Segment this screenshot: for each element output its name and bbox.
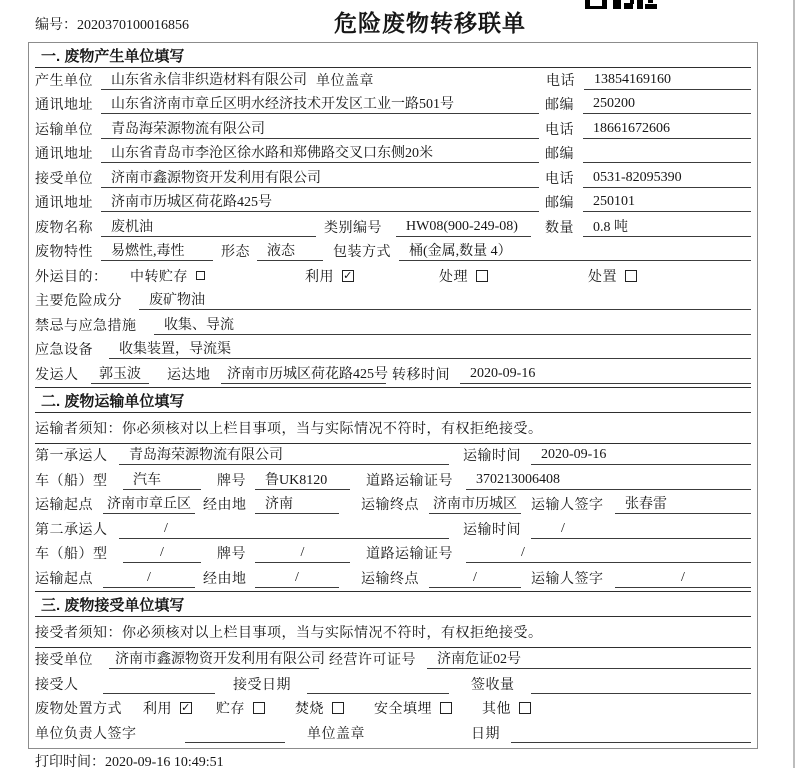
field-value: 济南 <box>255 493 339 514</box>
field-value: 易燃性,毒性 <box>101 240 213 261</box>
field-label: 包装方式 <box>333 245 391 260</box>
form-row <box>35 362 751 387</box>
checkbox-icon[interactable] <box>332 702 344 714</box>
checkbox-icon[interactable]: ✓ <box>181 702 191 714</box>
field-value: 济南市鑫源物资开发利用有限公司 <box>101 167 539 188</box>
field-label: 车（船）型 <box>35 473 108 489</box>
field-value: 收集、导流 <box>154 314 751 335</box>
field-value: 桶(金属,数量 4） <box>399 240 751 261</box>
field-label: 电话 <box>546 73 575 89</box>
field-label: 运达地 <box>167 367 211 383</box>
field-value: 济南市历城区荷花路425号 <box>101 191 539 212</box>
field-label: 经由地 <box>203 571 247 587</box>
checkbox-icon[interactable] <box>196 271 205 280</box>
serial-label: 编号： <box>35 18 77 33</box>
field-value: 济南市鑫源物资开发利用有限公司 <box>109 648 319 669</box>
field-label: 邮编 <box>545 147 574 162</box>
field-label: 牌号 <box>217 547 246 562</box>
checkbox-label: 处理 <box>439 269 468 285</box>
field-label: 运输起点 <box>35 571 93 587</box>
field-label: 运输时间 <box>463 522 521 538</box>
checkbox-option <box>216 698 265 718</box>
field-label: 牌号 <box>217 473 246 489</box>
field-value <box>103 676 215 694</box>
field-value: 山东省济南市章丘区明水经济技术开发区工业一路501号 <box>101 93 539 114</box>
window-edge-divider <box>793 0 795 768</box>
field-label: 运输时间 <box>463 449 521 464</box>
field-label: 单位负责人签字 <box>35 726 137 742</box>
checkbox-icon[interactable]: ✓ <box>343 269 353 282</box>
field-label: 数量 <box>545 220 574 236</box>
section-header: 三. 废物接受单位填写 <box>35 592 751 617</box>
field-value: HW08(900-249-08) <box>396 219 531 237</box>
field-value: / <box>255 545 350 563</box>
checkbox-option <box>143 698 192 718</box>
field-value <box>511 725 751 743</box>
form-row <box>35 721 751 746</box>
field-value <box>583 145 751 163</box>
field-value: 250101 <box>583 194 751 212</box>
field-value: 济南市章丘区 <box>103 493 195 514</box>
checkbox-icon[interactable] <box>253 702 265 714</box>
form-row <box>35 166 751 191</box>
field-value: 2020-09-16 <box>460 366 751 384</box>
form-section <box>35 43 751 387</box>
field-label: 接受单位 <box>35 171 93 187</box>
field-text: 单位盖章 <box>316 73 374 89</box>
checkbox-label: 处置 <box>588 269 617 285</box>
print-time-label: 打印时间： <box>35 755 105 770</box>
field-value: 济南市历城区荷花路425号 <box>221 363 386 384</box>
field-value <box>531 676 751 694</box>
field-label: 转移时间 <box>392 367 450 383</box>
field-label: 车（船）型 <box>35 547 108 562</box>
field-label: 道路运输证号 <box>366 473 453 489</box>
field-label: 邮编 <box>545 196 574 211</box>
field-label: 经营许可证号 <box>329 653 416 668</box>
field-label: 外运目的： <box>35 269 108 285</box>
print-time-value: 2020-09-16 10:49:51 <box>105 755 224 770</box>
checkbox-option <box>482 698 531 718</box>
checkbox-option <box>305 266 354 286</box>
field-value: 0531-82095390 <box>583 170 751 188</box>
form-row <box>35 444 751 469</box>
print-time <box>35 751 224 771</box>
field-value: 370213006408 <box>466 472 751 490</box>
form-row <box>35 517 751 542</box>
field-value: 收集装置，导流渠 <box>109 338 751 359</box>
field-value: 青岛海荣源物流有限公司 <box>119 444 449 465</box>
field-value: 汽车 <box>123 469 201 490</box>
field-value: 济南市历城区 <box>429 493 521 514</box>
field-value: 郭玉波 <box>91 363 149 384</box>
field-label: 主要危险成分 <box>35 294 122 309</box>
notice-row <box>35 617 751 648</box>
checkbox-label: 其他 <box>482 702 511 717</box>
field-value: 250200 <box>583 96 751 114</box>
serial-number: 2020370100016856 <box>77 18 189 33</box>
form-row <box>35 240 751 265</box>
field-label: 通讯地址 <box>35 196 93 211</box>
field-label: 形态 <box>221 245 250 260</box>
field-label: 运输单位 <box>35 122 93 138</box>
field-text: 单位盖章 <box>307 726 365 742</box>
form-row <box>35 566 751 591</box>
field-value <box>307 676 449 694</box>
field-value: / <box>466 545 751 563</box>
field-label: 产生单位 <box>35 73 93 89</box>
field-label: 发运人 <box>35 367 79 383</box>
field-value: 0.8 吨 <box>583 216 751 237</box>
checkbox-label: 利用 <box>305 269 334 285</box>
field-label: 接受单位 <box>35 653 93 668</box>
field-value: 张春雷 <box>615 493 751 514</box>
form-row <box>35 648 751 673</box>
field-value: 废矿物油 <box>139 289 751 310</box>
form-section <box>35 387 751 591</box>
field-label: 运输起点 <box>35 498 93 513</box>
checkbox-label: 利用 <box>143 702 172 717</box>
field-label: 邮编 <box>545 98 574 113</box>
field-value: / <box>255 570 339 588</box>
field-label: 运输终点 <box>361 571 419 587</box>
field-value: 13854169160 <box>584 72 751 90</box>
checkbox-label: 中转贮存 <box>130 269 188 285</box>
checkbox-option <box>588 266 637 286</box>
field-label: 废物处置方式 <box>35 702 122 717</box>
field-value: 鲁UK8120 <box>255 469 350 490</box>
field-label: 第一承运人 <box>35 449 108 464</box>
field-label: 第二承运人 <box>35 522 108 538</box>
field-value: / <box>123 545 201 563</box>
checkbox-option <box>374 698 452 718</box>
notice-text: 接受者须知：你必须核对以上栏目事项，当与实际情况不符时，有权拒绝接受。 <box>35 625 543 641</box>
field-value <box>185 725 285 743</box>
checkbox-icon[interactable] <box>440 702 452 714</box>
form-row <box>35 142 751 167</box>
form-row <box>35 313 751 338</box>
form-row <box>35 68 751 93</box>
checkbox-label: 安全填埋 <box>374 702 432 717</box>
field-label: 运输人签字 <box>531 498 604 513</box>
qr-code-partial-icon <box>585 0 657 9</box>
field-value: 18661672606 <box>583 121 751 139</box>
field-value: 2020-09-16 <box>531 447 751 465</box>
form-row <box>35 289 751 314</box>
form-row <box>35 468 751 493</box>
checkbox-option <box>439 266 488 286</box>
checkbox-option <box>130 266 205 286</box>
serial-number-line <box>35 14 189 34</box>
field-value: / <box>103 570 195 588</box>
form-row <box>35 93 751 118</box>
field-label: 接受人 <box>35 677 79 693</box>
field-label: 禁忌与应急措施 <box>35 318 137 334</box>
field-value: 青岛海荣源物流有限公司 <box>101 118 539 139</box>
field-label: 废物特性 <box>35 245 93 260</box>
form-section <box>35 591 751 746</box>
field-label: 运输终点 <box>361 498 419 513</box>
field-label: 经由地 <box>203 498 247 513</box>
checkbox-label: 贮存 <box>216 702 245 717</box>
form-row <box>35 542 751 567</box>
field-label: 通讯地址 <box>35 147 93 162</box>
notice-text: 运输者须知：你必须核对以上栏目事项，当与实际情况不符时，有权拒绝接受。 <box>35 421 543 437</box>
form-row <box>35 215 751 240</box>
section-header: 二. 废物运输单位填写 <box>35 388 751 413</box>
form-row <box>35 493 751 518</box>
field-label: 废物名称 <box>35 220 93 236</box>
manifest-form <box>28 42 758 749</box>
checkbox-icon[interactable] <box>625 270 637 282</box>
checkbox-label: 焚烧 <box>295 702 324 717</box>
field-value: / <box>119 521 449 539</box>
field-value: 济南危证02号 <box>427 648 751 669</box>
field-value: / <box>531 521 751 539</box>
field-label: 类别编号 <box>324 220 382 236</box>
field-label: 运输人签字 <box>531 571 604 587</box>
field-label: 应急设备 <box>35 343 93 358</box>
form-row <box>35 191 751 216</box>
form-row <box>35 672 751 697</box>
field-value: / <box>429 570 521 588</box>
field-value: 废机油 <box>101 216 316 237</box>
field-value: 山东省永信非织造材料有限公司 <box>101 69 298 90</box>
field-label: 签收量 <box>471 677 515 693</box>
section-header: 一. 废物产生单位填写 <box>35 43 751 68</box>
page-title: 危险废物转移联单 <box>334 10 526 36</box>
checkbox-icon[interactable] <box>476 270 488 282</box>
field-label: 电话 <box>545 171 574 187</box>
form-row <box>35 697 751 722</box>
form-row <box>35 338 751 363</box>
field-value: / <box>615 570 751 588</box>
checkbox-icon[interactable] <box>519 702 531 714</box>
field-label: 接受日期 <box>233 677 291 693</box>
field-label: 道路运输证号 <box>366 547 453 562</box>
form-row <box>35 117 751 142</box>
form-row <box>35 264 751 289</box>
field-label: 日期 <box>471 726 500 742</box>
field-label: 电话 <box>545 122 574 138</box>
field-label: 通讯地址 <box>35 98 93 113</box>
notice-row <box>35 413 751 444</box>
field-value: 液态 <box>257 240 323 261</box>
checkbox-option <box>295 698 344 718</box>
field-value: 山东省青岛市李沧区徐水路和郑佛路交叉口东侧20米 <box>101 142 539 163</box>
